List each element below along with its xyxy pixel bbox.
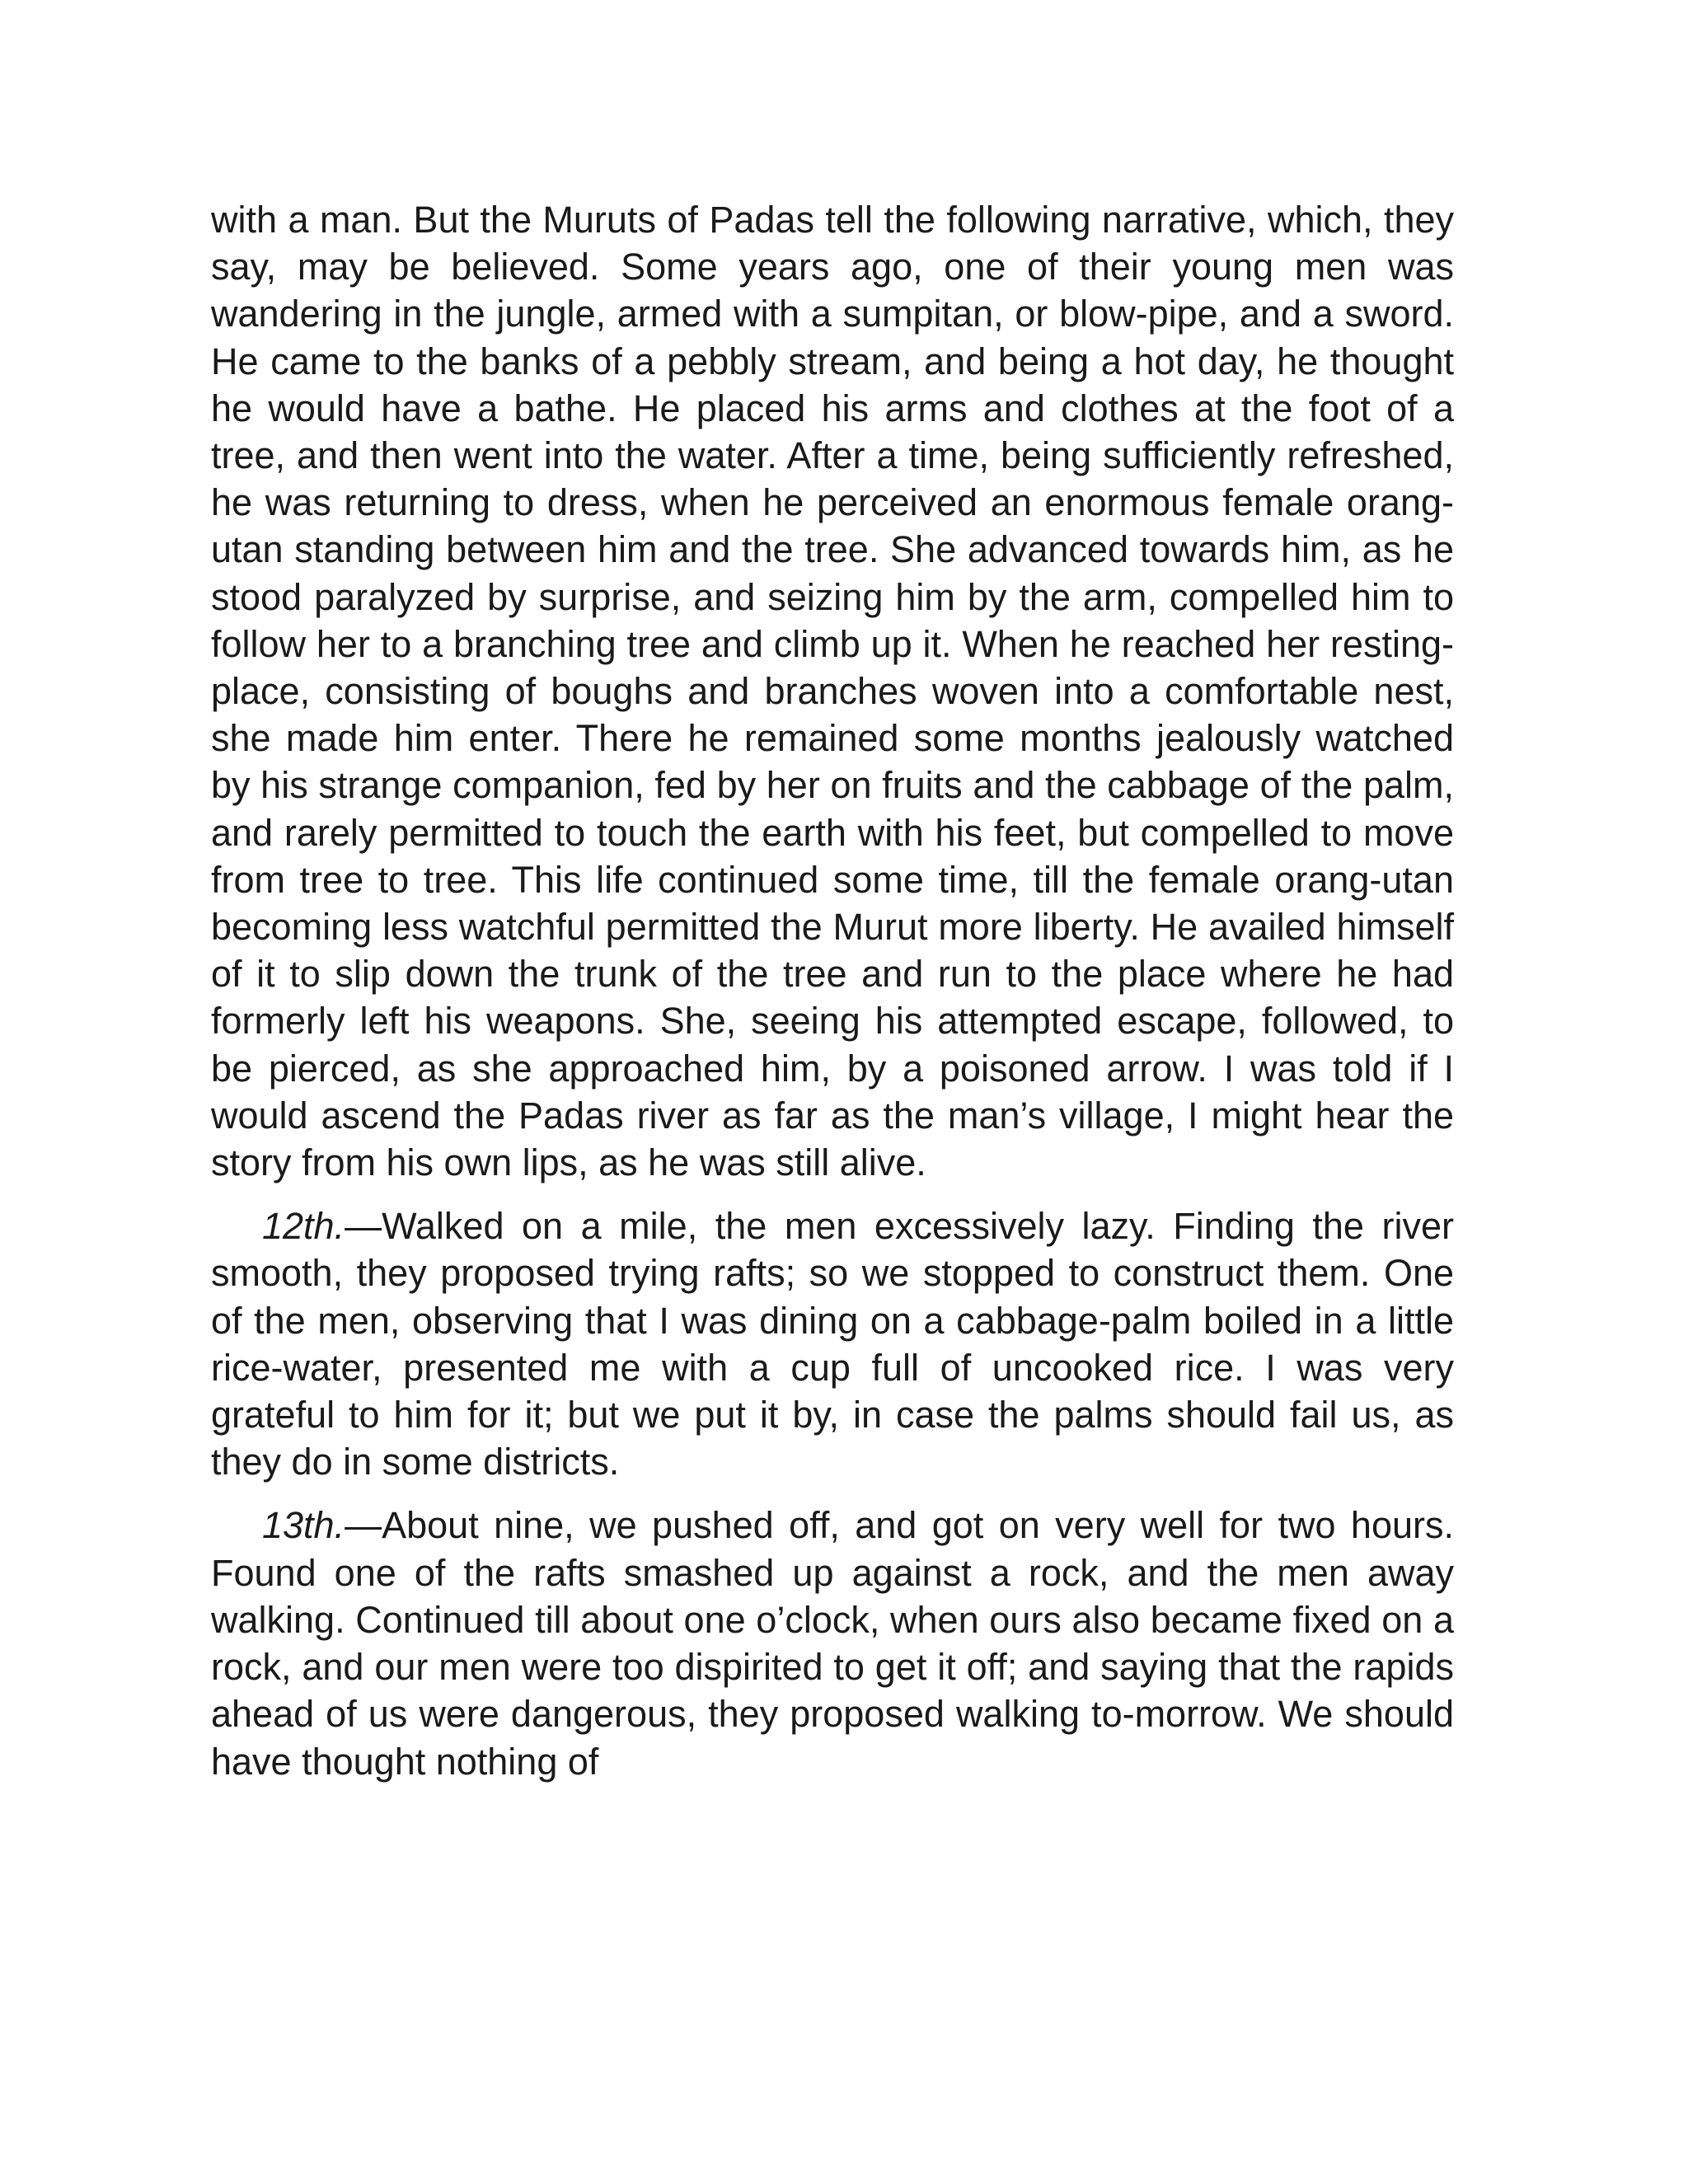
page-body: [211, 196, 1454, 1785]
entry-date: 13th.: [262, 1504, 345, 1547]
paragraph-text: —Walked on a mile, the men excessively lazy. Finding the river smooth, they proposed trying rafts; so we stopped to construct them. One of the men, observing that I was dining on a cabbage-palm boiled in a little rice-water, presented me with a cup full of uncooked rice. I was very grateful to him for it; but we put it by, in case the palms should fail us, as they do in some districts.: [211, 1205, 1454, 1483]
paragraph-entry-12th: [211, 1202, 1454, 1485]
paragraph-entry-13th: [211, 1502, 1454, 1784]
entry-date: 12th.: [262, 1205, 345, 1248]
paragraph-text: with a man. But the Muruts of Padas tell the following narrative, which, they say, may be believed. Some years ago, one of their young men was wandering in the jungle, armed with a sumpitan, or blow-pipe, and a sword. He came to the banks of a pebbly stream, and being a hot day, he thought he would have a bathe. He placed his arms and clothes at the foot of a tree, and then went into the water. After a time, being sufficiently refreshed, he was returning to dress, when he perceived an enormous female orang-utan standing between him and the tree. She advanced towards him, as he stood paralyzed by surprise, and seizing him by the arm, compelled him to follow her to a branching tree and climb up it. When he reached her resting-place, consisting of boughs and branches woven into a comfortable nest, she made him enter. There he remained some months jealously watched by his strange companion, fed by her on fruits and the cabbage of the palm, and rarely permitted to touch the earth with his feet, but compelled to move from tree to tree. This life continued some time, till the female orang-utan becoming less watchful permitted the Murut more liberty. He availed himself of it to slip down the trunk of the tree and run to the place where he had formerly left his weapons. She, seeing his attempted escape, followed, to be pierced, as she approached him, by a poisoned arrow. I was told if I would ascend the Padas river as far as the man’s village, I might hear the story from his own lips, as he was still alive.: [211, 199, 1454, 1184]
paragraph-text: —About nine, we pushed off, and got on very well for two hours. Found one of the rafts smashed up against a rock, and the men away walking. Continued till about one o’clock, when ours also became fixed on a rock, and our men were too dispirited to get it off; and saying that the rapids ahead of us were dangerous, they proposed walking to-morrow. We should have thought nothing of: [211, 1504, 1454, 1783]
paragraph-orang-utan-narrative: [211, 196, 1454, 1186]
